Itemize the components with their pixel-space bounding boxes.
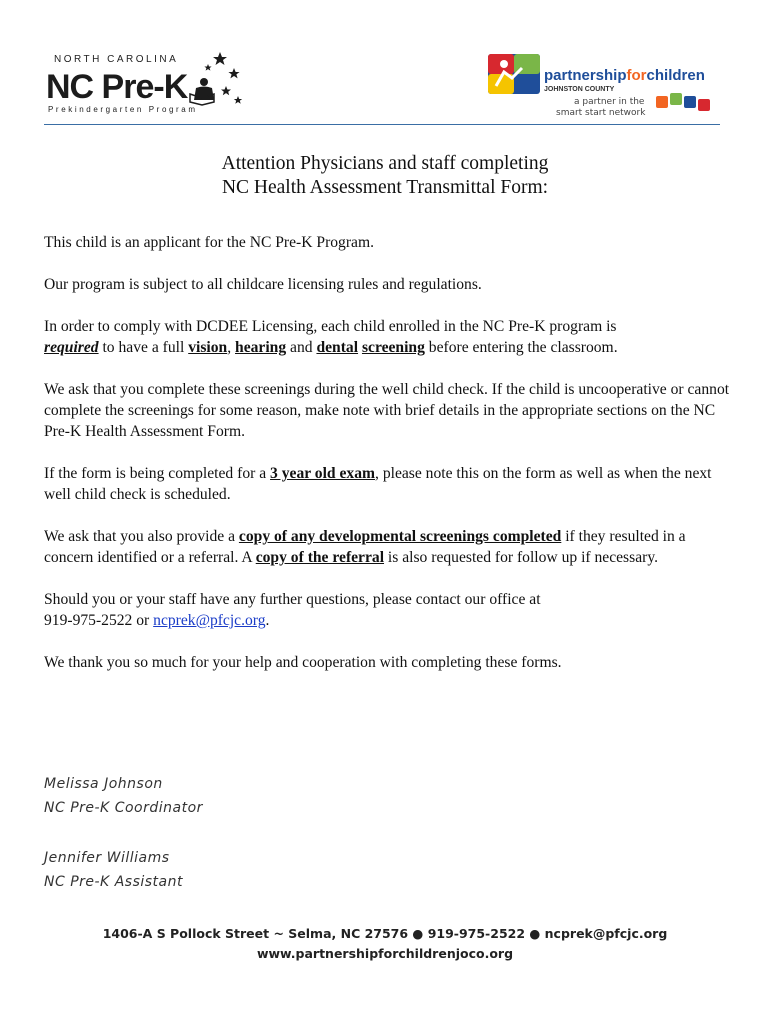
logo-tagline: Prekindergarten Program — [48, 105, 198, 114]
paragraph-screenings: We ask that you complete these screenings during the well child check. If the child is uncooperative or cannot complete the screenings for some reason, make note with brief details in the appropriate sections on the NC Pre-K Health Assessment Form. — [44, 381, 730, 440]
svg-text:partnershipforchildren — [544, 67, 705, 84]
referral-emphasis: copy of the referral — [255, 549, 385, 566]
email-link[interactable]: ncprek@pfcjc.org — [153, 612, 266, 629]
paragraph-contact — [44, 589, 734, 631]
header-divider — [44, 124, 720, 125]
exam-text-2: , please note this on the form as well as when the next well child check is scheduled. — [44, 465, 712, 503]
developmental-text-3: is also requested for follow up if necessary. — [384, 549, 658, 566]
nc-prek-logo — [44, 44, 244, 116]
paragraph-developmental — [44, 526, 734, 568]
footer — [0, 924, 770, 964]
requirements-text: In order to comply with DCDEE Licensing, each child enrolled in the NC Pre-K program is — [44, 318, 617, 335]
contact-text-end: . — [265, 612, 270, 629]
title-line-2: NC Health Assessment Transmittal Form: — [221, 177, 549, 198]
logo-state-text: NORTH CAROLINA — [54, 54, 179, 65]
logo-county: JOHNSTON COUNTY — [544, 86, 615, 93]
paragraph-three-year-exam — [44, 463, 734, 505]
paragraph-requirements — [44, 316, 734, 358]
contact-phone-text: 919-975-2522 or — [44, 612, 154, 629]
logo-name-part3: children — [646, 67, 705, 84]
logo-name-text: NC Pre-K — [46, 68, 188, 106]
paragraph-thanks: We thank you so much for your help and cooperation with completing these forms. — [44, 654, 562, 671]
paragraph-applicant: This child is an applicant for the NC Pre-K Program. — [44, 234, 374, 251]
signature-role: NC Pre-K Assistant — [44, 874, 183, 890]
signature-name: Jennifer Williams — [44, 850, 170, 866]
required-emphasis: required — [44, 339, 99, 356]
developmental-text: We ask that you also provide a — [44, 528, 239, 545]
requirements-text-6: before entering the classroom. — [424, 339, 618, 356]
dental-emphasis: dental — [316, 339, 359, 356]
paragraph-licensing: Our program is subject to all childcare licensing rules and regulations. — [44, 276, 482, 293]
signature-assistant — [44, 846, 344, 894]
exam-text: If the form is being completed for a — [44, 465, 271, 482]
logo-tagline-line1: a partner in the — [574, 97, 645, 107]
logo-tagline-line2: smart start network — [556, 108, 646, 118]
colorful-square-icon — [488, 54, 540, 94]
smart-start-blocks-icon — [656, 93, 710, 111]
requirements-text-4: and — [286, 339, 317, 356]
vision-emphasis: vision — [188, 339, 228, 356]
logo-name-part2: for — [626, 67, 647, 84]
contact-text: Should you or your staff have any further questions, please contact our office at — [44, 591, 541, 608]
signature-name: Melissa Johnson — [44, 776, 163, 792]
developmental-text-2: if they resulted in a concern identified or a referral. A — [44, 528, 686, 566]
child-reading-icon — [190, 78, 214, 105]
page-title — [0, 152, 770, 200]
three-year-exam-emphasis: 3 year old exam — [270, 465, 376, 482]
logo-name-part1: partnership — [544, 67, 627, 84]
signature-coordinator — [44, 772, 344, 820]
title-line-1: Attention Physicians and staff completing — [221, 153, 549, 174]
partnership-for-children-logo — [486, 52, 726, 122]
requirements-text-3: , — [227, 339, 236, 356]
footer-address: 1406-A S Pollock Street ~ Selma, NC 27576 ● 919-975-2522 ● ncprek@pfcjc.org — [102, 926, 668, 941]
developmental-screenings-emphasis: copy of any developmental screenings completed — [238, 528, 562, 545]
requirements-text-2: to have a full — [98, 339, 189, 356]
letter-body — [44, 232, 734, 694]
signature-role: NC Pre-K Coordinator — [44, 800, 203, 816]
hearing-emphasis: hearing — [235, 339, 287, 356]
screening-emphasis: screening — [361, 339, 425, 356]
footer-website: www.partnershipforchildrenjoco.org — [256, 946, 514, 961]
